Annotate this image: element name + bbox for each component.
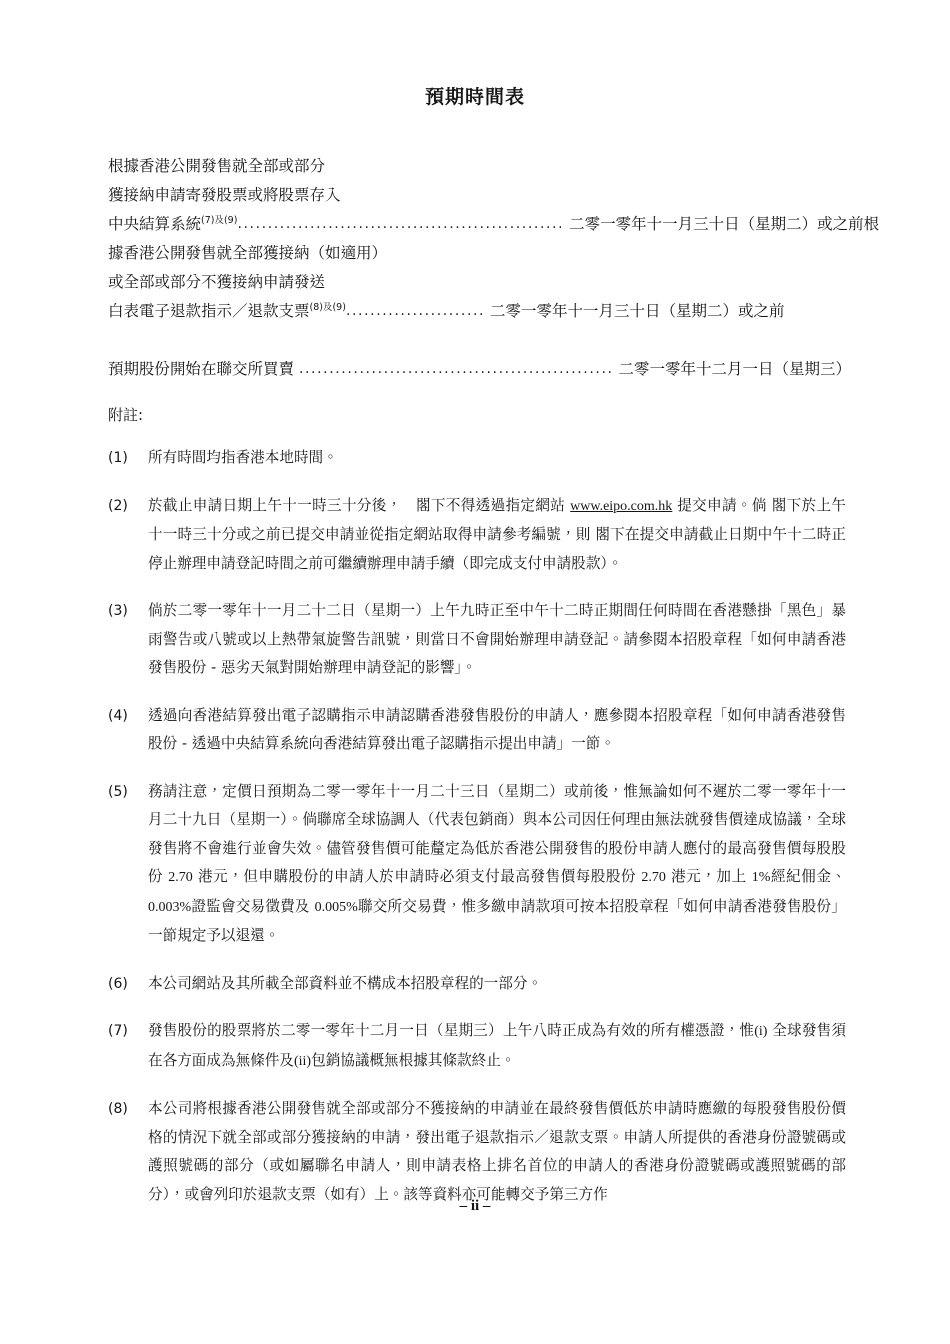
note-number: (7) xyxy=(108,1023,128,1039)
note-text: 本公司將根據香港公開發售就全部或部分不獲接納的申請並在最終發售價低於申請時應繳的每股發售股份價格的情況下就全部或部分獲接納的申請，發出電子退款指示／退款支票。申請人所提供的香港身份證號碼或護照號碼的部分（或如屬聯名申請人，則申請表格上排名首位的申請人的香港身份證號碼或護照號碼的部分），或會列印於退款支票（如有）上。該等資料亦可能轉交予第三方作 xyxy=(148,1100,846,1203)
note-item-2 xyxy=(108,492,846,579)
note-number: (1) xyxy=(108,450,128,466)
note-item-4 xyxy=(108,702,846,759)
note-item-3 xyxy=(108,597,846,683)
note-text-part-1: 於截止申請日期上午十一時三十分後， xyxy=(148,496,402,514)
timetable-row-dealings-line xyxy=(108,355,852,384)
timetable-row-refund-superscript: (8)及(9) xyxy=(309,301,346,313)
note-number: (6) xyxy=(108,975,128,992)
timetable-row-refund-label-1: 或全部或部分不獲接納申請發送 xyxy=(108,273,326,291)
note-text xyxy=(148,1017,846,1076)
roman-numeral-i: (i) xyxy=(754,1024,768,1039)
note-text: 所有時間均指香港本地時間。 xyxy=(148,449,338,466)
timetable-row-dealings-leader: .................................................... xyxy=(298,361,614,377)
page-footer: – ii – xyxy=(459,1198,491,1214)
note-item-5 xyxy=(108,778,846,951)
note-item-8 xyxy=(108,1095,846,1209)
notes-heading: 附註: xyxy=(108,406,144,424)
sfc-levy-rate: 0.003% xyxy=(148,899,192,915)
max-offer-price-value: 2.70 xyxy=(168,870,193,885)
page-title: 預期時間表 xyxy=(424,86,525,108)
notes-list xyxy=(108,444,846,1209)
note-text-part-4: 經紀佣金、 xyxy=(770,868,847,885)
timetable-row-dispatch-value: 二零一零年十一月三十日（星期二）或之前根 xyxy=(569,215,880,233)
timetable-row-dispatch-value-line xyxy=(108,210,880,239)
note-text xyxy=(148,492,846,579)
eipo-website-link[interactable]: www.eipo.com.hk xyxy=(570,498,673,514)
note-item-1 xyxy=(108,444,846,473)
note-text-part-3: 提交申請。倘 閣下於上午十一時三十分或之前已提交申請並從指定網站取得申請參考編號，則 閣下在提交申請截止日期中午十二時正停止辦理申請登記時間之前可繼續辦理申請手續（即完成支付申請股款）。 xyxy=(148,496,847,572)
note-text-part-2: 全球發售須在各方面成為無條件及 xyxy=(148,1022,847,1069)
timetable-row-refund-value: 二零一零年十一月三十日（星期二）或之前 xyxy=(490,302,785,320)
note-text-part-3: 港元，加上 xyxy=(671,868,747,885)
note-number: (5) xyxy=(108,783,128,800)
expected-timetable xyxy=(108,152,880,384)
trading-fee-rate: 0.005% xyxy=(314,899,358,915)
note-text-part-2: 港元，但申購股份的申請人於申請時必須支付最高發售價每股股份 xyxy=(197,868,637,885)
timetable-row-dealings-label: 預期股份開始在聯交所買賣 xyxy=(108,360,295,378)
note-number: (8) xyxy=(108,1101,128,1117)
note-item-7 xyxy=(108,1017,846,1076)
brokerage-rate: 1% xyxy=(751,870,771,885)
note-number: (3) xyxy=(108,603,128,619)
timetable-row-refund-label-2: 白表電子退款指示／退款支票 xyxy=(108,302,310,320)
roman-numeral-ii: (ii) xyxy=(293,1053,312,1069)
note-text: 倘於二零一零年十一月二十二日（星期一）上午九時正至中午十二時正期間任何時間在香港懸掛「黑色」暴雨警告或八號或以上熱帶氣旋警告訊號，則當日不會開始辦理申請登記。請參閱本招股章程「如何申請香港發售股份 - 惡劣天氣對開始辦理申請登記的影響」。 xyxy=(148,602,846,676)
note-number: (4) xyxy=(108,707,128,724)
note-text: 透過向香港結算發出電子認購指示申請認購香港發售股份的申請人，應參閱本招股章程「如何申請香港發售股份 - 透過中央結算系統向香港結算發出電子認購指示提出申請」一節。 xyxy=(148,706,846,752)
timetable-row-dispatch-label-2: 獲接納申請寄發股票或將股票存入 xyxy=(108,186,341,204)
note-text: 本公司網站及其所載全部資料並不構成本招股章程的一部分。 xyxy=(148,974,543,992)
timetable-row-dispatch-continuation: 據香港公開發售就全部獲接納（如適用） xyxy=(108,244,388,262)
timetable-row-dispatch-label-1: 根據香港公開發售就全部或部分 xyxy=(108,157,326,175)
timetable-row-dispatch-superscript: (7)及(9) xyxy=(201,214,238,226)
timetable-row-dispatch-leader: ...................................................... xyxy=(237,216,565,232)
note-text-part-3: 包銷協議概無根據其條款終止。 xyxy=(311,1051,516,1069)
note-text-part-5: 證監會交易徵費及 xyxy=(191,897,310,915)
note-item-6 xyxy=(108,970,846,999)
note-text xyxy=(148,778,846,951)
max-offer-price-value-2: 2.70 xyxy=(641,870,666,885)
timetable-row-refund-leader: ....................... xyxy=(345,303,486,319)
note-text-part-1: 發售股份的股票將於二零一零年十二月一日（星期三）上午八時正成為有效的所有權憑證，惟 xyxy=(148,1022,755,1039)
timetable-row-refund-value-line xyxy=(108,297,842,326)
timetable-spacer xyxy=(108,326,842,355)
note-text-part-1: 務請注意，定價日預期為二零一零年十一月二十三日（星期二）或前後，惟無論如何不遲於二零一零年十一月二十九日（星期一）。倘聯席全球協調人（代表包銷商）與本公司因任何理由無法就發售價達成協議，全球發售將不會進行並會失效。儘管發售價可能釐定為低於香港公開發售的股份申請人應付的最高發售價每股股份 xyxy=(148,782,846,885)
timetable-row-dispatch-label-3: 中央結算系統 xyxy=(108,215,202,233)
note-number: (2) xyxy=(108,497,128,514)
note-text-part-6: 聯交所交易費，惟多繳申請款項可按本招股章程「如何申請香港發售股份」一節規定予以退還。 xyxy=(148,897,846,944)
timetable-row-dealings-value: 二零一零年十二月一日（星期三） xyxy=(618,360,852,378)
note-text-part-2: 閣下不得透過指定網站 xyxy=(415,496,566,514)
